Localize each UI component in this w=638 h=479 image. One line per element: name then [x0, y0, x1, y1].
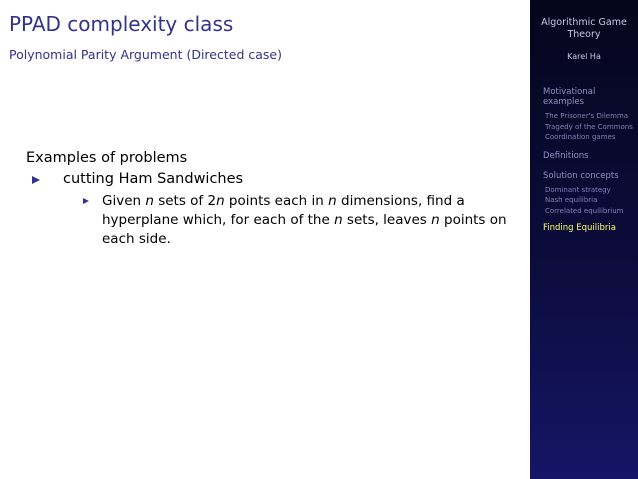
slide-subtitle: Polynomial Parity Argument (Directed case) — [9, 47, 282, 62]
sidebar-subsection-tragedy-of-the-commons[interactable]: Tragedy of the Commons — [545, 122, 633, 131]
slide-content — [26, 150, 526, 249]
sidebar-subsection-correlated-equilibrium[interactable]: Correlated equilibrium — [545, 206, 624, 215]
triangle-bullet-icon — [32, 176, 40, 184]
slide-title: PPAD complexity class — [9, 12, 234, 36]
sidebar-subsection-coordination-games[interactable]: Coordination games — [545, 133, 616, 141]
sidebar-subsection-prisoners-dilemma[interactable]: The Prisoner's Dilemma — [545, 112, 629, 120]
sidebar-section-definitions[interactable]: Definitions — [543, 150, 589, 161]
bullet-item-text: cutting Ham Sandwiches — [63, 171, 244, 187]
bullet-item-level1 — [26, 171, 526, 187]
sidebar-navigation — [530, 0, 638, 479]
triangle-bullet-icon — [83, 198, 89, 204]
sidebar-section-finding-equilibria[interactable]: Finding Equilibria — [543, 223, 616, 233]
block-heading: Examples of problems — [26, 150, 188, 166]
sidebar-subsection-nash-equilibria[interactable]: Nash equilibria — [545, 196, 598, 204]
sidebar-section-motivational-examples[interactable]: Motivational examples — [543, 87, 596, 107]
sidebar-presentation-title[interactable]: Algorithmic Game Theory — [541, 17, 627, 40]
detail-text: Given n sets of 2n points each in n dimensions, find a hyperplane which, for each of the n sets, leaves n points on each side. — [102, 193, 507, 247]
bullet-item-level2 — [26, 192, 522, 249]
sidebar-section-solution-concepts[interactable]: Solution concepts — [543, 170, 619, 181]
sidebar-author[interactable]: Karel Ha — [567, 52, 601, 61]
sidebar-subsection-dominant-strategy[interactable]: Dominant strategy — [545, 185, 611, 194]
